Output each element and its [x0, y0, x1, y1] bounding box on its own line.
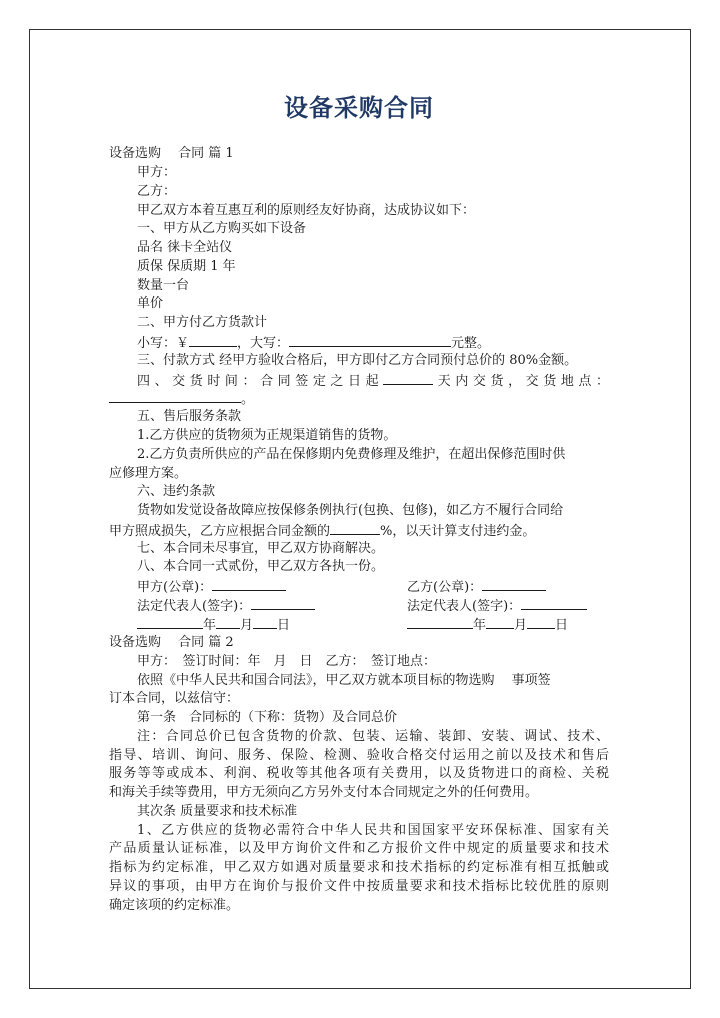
page-title: 设备采购合同: [284, 93, 434, 122]
amount-line: [137, 333, 490, 353]
article-2-q-3: 指标为约定标准，甲乙双方如遇对质量要求和技术指标的约定标准有相互抵触或: [109, 860, 609, 875]
sign-a-seal-label: 甲方(公章)：: [137, 580, 213, 595]
party-b-label: 乙方：: [137, 184, 177, 199]
sign-b-month-label: 月: [514, 618, 528, 633]
article-2-title: 其次条 质量要求和技术标准: [137, 804, 298, 819]
section-1-title: 一、甲方从乙方购买如下设备: [137, 221, 307, 236]
sign-a-day-label: 日: [277, 618, 291, 633]
sign-a-seal-blank: [212, 577, 286, 591]
article-1-note-3: 服务等等或成本、利润、税收等其他各项有关费用，以及货物进口的商检、关税: [109, 766, 609, 781]
section-6-title: 六、违约条款: [137, 484, 216, 499]
delivery-text-a: 四、交货时间：合同签定之日起: [137, 374, 384, 389]
item-quantity: 数量一台: [137, 278, 190, 293]
sign-b-seal: [407, 577, 546, 597]
amount-small-label: 小写：￥: [137, 336, 190, 351]
contract-1-heading: 设备选购 合同 篇 1: [109, 146, 234, 161]
section-4-delivery: [137, 371, 609, 391]
sign-b-rep-blank: [521, 596, 587, 610]
section-6-text-cont: [109, 521, 535, 541]
delivery-end: 。: [241, 392, 255, 407]
section-5-title: 五、售后服务条款: [137, 409, 242, 424]
section-5-item-2: 2.乙方负责所供应的产品在保修期内免费修理及维护，在超出保修范围时供: [137, 447, 566, 462]
penalty-text-b: %，以天计算支付违约金。: [380, 524, 536, 539]
sign-b-rep-label: 法定代表人(签字)：: [407, 599, 522, 614]
section-3-payment: 三、付款方式 经甲方验收合格后，甲方即付乙方合同预付总价的 80%金额。: [137, 353, 578, 368]
article-1-note-2: 指导、培训、询问、服务、保险、检测、验收合格交付运用之前以及技术和售后: [109, 748, 609, 763]
item-name: 品名 徕卡全站仪: [137, 240, 233, 255]
section-8: 八、本合同一式贰份，甲乙双方各执一份。: [137, 559, 385, 574]
sign-b-date: [407, 615, 568, 635]
article-2-q-1: 1、乙方供应的货物必需符合中华人民共和国国家平安环保标准、国家有关: [137, 823, 609, 838]
sign-a-month-label: 月: [240, 618, 254, 633]
sign-a-year-blank: [137, 615, 203, 629]
sign-a-rep-label: 法定代表人(签字)：: [137, 599, 252, 614]
sign-a-rep-blank: [251, 596, 315, 610]
sign-a-month-blank: [216, 615, 240, 629]
sign-b-rep: [407, 596, 587, 616]
party-a-label: 甲方：: [137, 165, 177, 180]
sign-b-year-blank: [407, 615, 473, 629]
sign-b-month-blank: [486, 615, 514, 629]
sign-b-seal-label: 乙方(公章)：: [407, 580, 483, 595]
contract-2-basis-cont: 订本合同，以兹信守：: [109, 691, 240, 706]
section-5-item-2-cont: 应修理方案。: [109, 466, 188, 481]
intro-text: 甲乙双方本着互惠互利的原则经友好协商，达成协议如下：: [137, 203, 476, 218]
sign-a-seal: [137, 577, 286, 597]
contract-2-basis: 依照《中华人民共和国合同法》，甲乙双方就本项目标的物选购 事项签: [137, 673, 551, 688]
penalty-text-a: 甲方照成损失，乙方应根据合同金额的: [109, 524, 331, 539]
article-1-title: 第一条 合同标的（下称：货物）及合同总价: [137, 710, 398, 725]
item-warranty: 质保 保质期 1 年: [137, 259, 236, 274]
amount-end: 元整。: [451, 336, 491, 351]
article-2-q-4: 异议的事项，由甲方在询价与报价文件中按质量要求和技术指标比较优胜的原则: [109, 879, 609, 894]
sign-a-year-label: 年: [203, 618, 217, 633]
article-2-q-2: 产品质量认证标准，以及甲方询价文件和乙方报价文件中规定的质量要求和技术: [109, 841, 609, 856]
sign-b-day-blank: [527, 615, 555, 629]
delivery-location-blank: [109, 389, 241, 403]
article-1-note-4: 和海关手续等费用，甲方无须向乙方另外支付本合同规定之外的任何费用。: [109, 785, 539, 800]
section-2-title: 二、甲方付乙方货款计: [137, 315, 268, 330]
sign-b-day-label: 日: [555, 618, 569, 633]
sign-a-day-blank: [253, 615, 277, 629]
section-5-item-1: 1.乙方供应的货物须为正规渠道销售的货物。: [137, 428, 397, 443]
delivery-days-blank: [383, 371, 433, 385]
section-7: 七、本合同未尽事宜，甲乙双方协商解决。: [137, 541, 385, 556]
amount-small-blank: [189, 333, 237, 347]
amount-big-blank: [289, 333, 451, 347]
delivery-location-line: [109, 389, 254, 409]
amount-big-label: ，大写：: [237, 336, 290, 351]
contract-2-parties: 甲方： 签订时间：年 月 日 乙方： 签订地点：: [137, 654, 437, 669]
article-2-q-5: 确定该项的约定标准。: [109, 898, 240, 913]
contract-2-heading: 设备选购 合同 篇 2: [109, 635, 234, 650]
sign-b-year-label: 年: [473, 618, 487, 633]
article-1-note-1: 注：合同总价已包含货物的价款、包装、运输、装卸、安装、调试、技术、: [137, 729, 609, 744]
item-price: 单价: [137, 296, 164, 311]
delivery-text-b: 天内交货，交货地点：: [433, 374, 609, 389]
sign-a-date: [137, 615, 290, 635]
sign-b-seal-blank: [482, 577, 546, 591]
penalty-percent-blank: [330, 521, 380, 535]
sign-a-rep: [137, 596, 315, 616]
section-6-text: 货物如发觉设备故障应按保修条例执行(包换、包修)，如乙方不履行合同给: [137, 503, 564, 518]
